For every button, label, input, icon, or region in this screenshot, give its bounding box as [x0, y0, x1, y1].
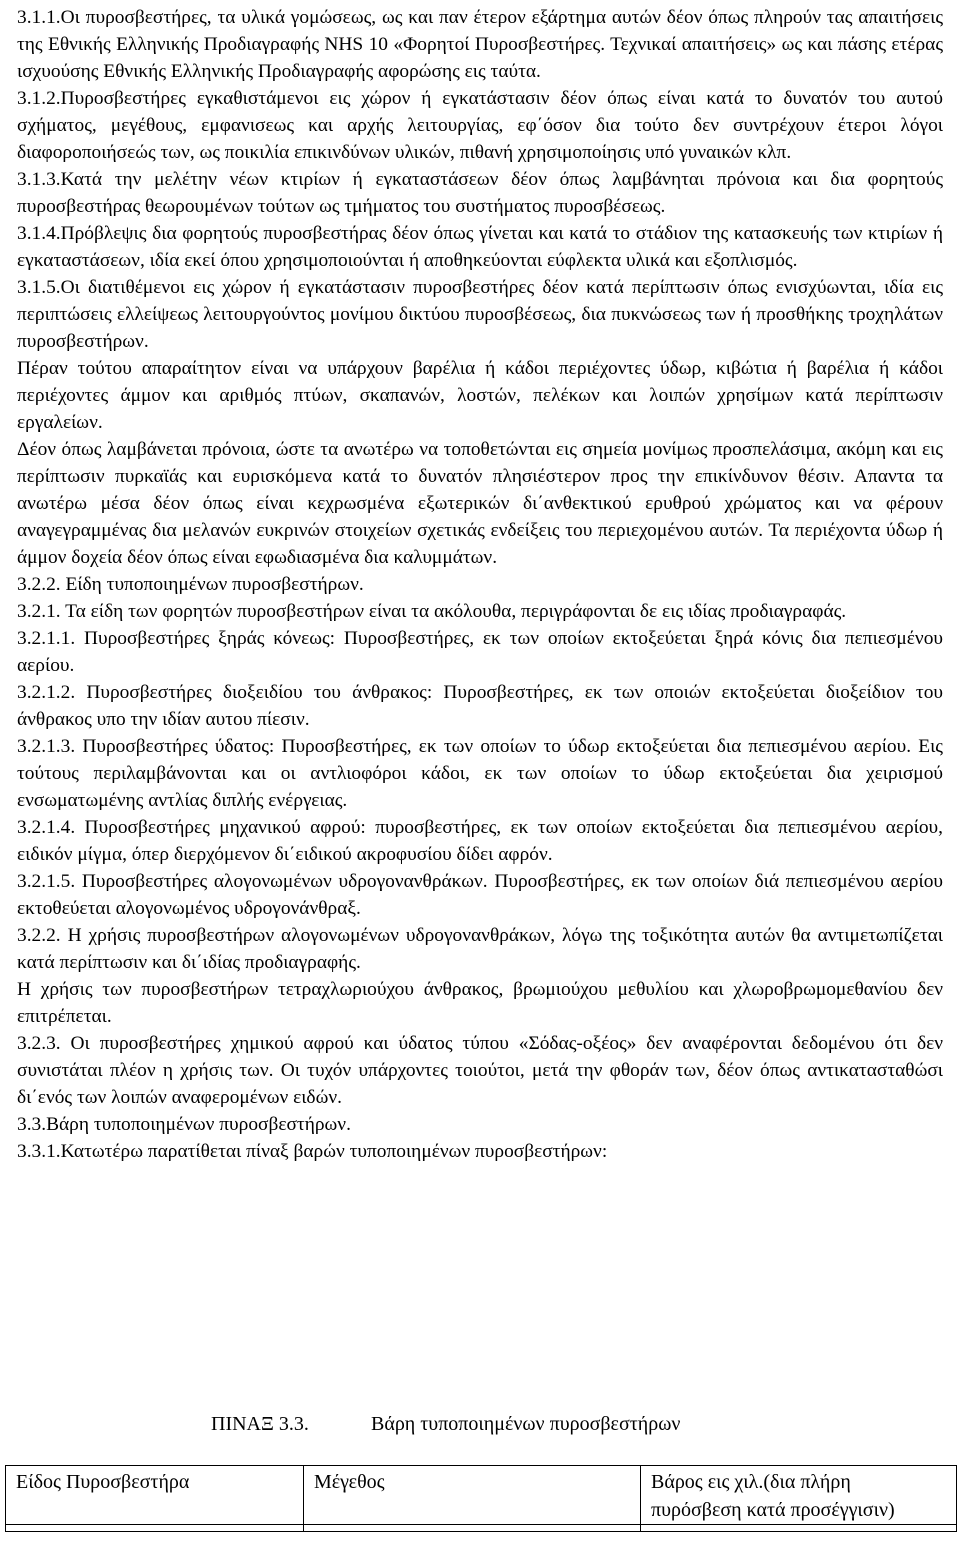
header-size: Μέγεθος [304, 1466, 641, 1525]
paragraph-3-2-1-4: 3.2.1.4. Πυροσβεστήρες μηχανικού αφρού: πυροσβεστήρες, εκ των οποίων εκτοξεύεται δια πεπιεσμένου αερίου, ειδικόν μίγμα, όπερ διερχόμενον δι΄ειδικού ακροφυσίου δίδει αφρόν. [17, 817, 943, 865]
paragraph-3-1-2: 3.1.2.Πυροσβεστήρες εγκαθιστάμενοι εις χώρον ή εγκατάστασιν δέον όπως είναι κατά το δυνατόν του αυτού σχήματος, μεγέθους, εμφανισεως και αρχής λειτουργίας, εφ΄όσον δια τούτο δεν συντρέχουν έτεροι λόγοι διαφοροποιήσεώς των, ως ποικιλία επικινδύνων υλικών, πιθανή χρησιμοποίησις υπό γυναικών κλπ. [17, 88, 943, 163]
paragraph-3-2-1-1: 3.2.1.1. Πυροσβεστήρες ξηράς κόνεως: Πυροσβεστήρες, εκ των οποίων εκτοξεύεται ξηρά κόνις δια πεπιεσμένου αερίου. [17, 628, 943, 676]
paragraph-3-1-3: 3.1.3.Κατά την μελέτην νέων κτιρίων ή εγκαταστάσεων δέον όπως λαμβάνηται πρόνοια και δια φορητούς πυροσβεστήρας θεωρουμένων τούτων ως τμήματος του συστήματος πυροσβέσεως. [17, 169, 943, 217]
paragraph-3-1-1: 3.1.1.Οι πυροσβεστήρες, τα υλικά γομώσεως, ως και παν έτερον εξάρτημα αυτών δέον όπως πληρούν τας απαιτήσεις της Εθνικής Ελληνικής Προδιαγραφής NHS 10 «Φορητοί Πυροσβεστήρες. Τεχνικαί απαιτήσεις» ως και πάσης ετέρας ισχυούσης Εθνικής Ελληνικής Προδιαγραφής αφορώσης εις ταύτα. [17, 7, 943, 82]
header-weight: Βάρος εις χιλ.(δια πλήρη πυρόσβεση κατά προσέγγισιν) [641, 1466, 957, 1525]
paragraph-3-2-3: 3.2.3. Οι πυροσβεστήρες χημικού αφρού και ύδατος τύπου «Σόδας-οξέος» δεν αναφέρονται δεδομένου ότι δεν συνιστάται πλέον η χρήσις των. Οι τυχόν υπάρχοντες τοιούτοι, μετά την φθοράν των, δέον όπως αντικατασταθώσι δι΄ενός των λοιπών αναφερομένων ειδών. [17, 1033, 943, 1108]
table-cell [641, 1525, 957, 1532]
weights-table [5, 1465, 957, 1532]
table-caption-title: Βάρη τυποποιημένων πυροσβεστήρων [371, 1413, 681, 1435]
paragraph-tools: Πέραν τούτου απαραίτητον είναι να υπάρχουν βαρέλια ή κάδοι περιέχοντες ύδωρ, κιβώτια ή βαρέλια ή κάδοι περιέχοντες άμμον και αριθμός πτύων, σκαπανών, λοστών, πελέκων και λοιπών χρησίμων κατά περίπτωσιν εργαλείων. [17, 358, 943, 433]
paragraph-3-2-2: 3.2.2. Η χρήσις πυροσβεστήρων αλογονωμένων υδρογονανθράκων, λόγω της τοξικότητα αυτών θα αντιμετωπίζεται κατά περίπτωσιν και δι΄ιδίας προδιαγραφής. [17, 925, 943, 973]
paragraph-3-1-4: 3.1.4.Πρόβλεψις δια φορητούς πυροσβεστήρας δέον όπως γίνεται και κατά το στάδιον της κατασκευής των κτιρίων ή εγκαταστάσεων, ιδία εκεί όπου χρησιμοποιούνται ή αποθηκεύονται εύφλεκτα υλικά και εξοπλισμός. [17, 223, 943, 271]
paragraph-3-2-1: 3.2.1. Τα είδη των φορητών πυροσβεστήρων είναι τα ακόλουθα, περιγράφονται δε εις ιδίας προδιαγραφάς. [17, 601, 847, 622]
paragraph-3-3-1: 3.3.1.Κατωτέρω παρατίθεται πίναξ βαρών τυποποιημένων πυροσβεστήρων: [17, 1141, 608, 1162]
heading-3-3: 3.3.Βάρη τυποποιημένων πυροσβεστήρων. [17, 1114, 351, 1135]
header-type: Είδος Πυροσβεστήρα [6, 1466, 304, 1525]
paragraph-prohibited: Η χρήσις των πυροσβεστήρων τετραχλωριούχου άνθρακος, βρωμιούχου μεθυλίου και χλωροβρωμομεθανίου δεν επιτρέπεται. [17, 979, 943, 1027]
paragraph-3-1-5: 3.1.5.Οι διατιθέμενοι εις χώρον ή εγκατάστασιν πυροσβεστήρες δέον κατά περίπτωσιν όπως ενισχύωνται, ιδία εις περιπτώσεις ελλείψεως λειτουργούντος μονίμου δικτύου πυροσβέσεως, δια πυκνώσεως των ή προσθήκης τροχηλάτων πυροσβεστήρων. [17, 277, 943, 352]
paragraph-3-2-1-5: 3.2.1.5. Πυροσβεστήρες αλογονωμένων υδρογονανθράκων. Πυροσβεστήρες, εκ των οποίων διά πεπιεσμένου αερίου εκτοθεύεται αλογονωμένος υδρογονάνθραξ. [17, 871, 943, 919]
table-caption [0, 1409, 960, 1439]
paragraph-placement: Δέον όπως λαμβάνεται πρόνοια, ώστε τα ανωτέρω να τοποθετώνται εις σημεία μονίμως προσπελάσιμα, ακόμη και εις περίπτωσιν πυρκαϊάς και ευρισκόμενα κατά το δυνατόν πλησιέστερον προς την επικίνδυνον θέσιν. Απαντα τα ανωτέρω μέσα δέον όπως είναι κεχρωσμένα εξωτερικών δι΄ανθεκτικού ερυθρού χρώματος και να φέρουν αναγεγραμμένας δια μελανών ευκρινών στοιχείων σχετικάς ενδείξεις του περιεχομένου αυτών. Τα περιέχοντα ύδωρ ή άμμον δοχεία δέον όπως είναι εφωδιασμένα δια καλυμμάτων. [17, 439, 943, 568]
heading-3-2-2-types: 3.2.2. Είδη τυποποιημένων πυροσβεστήρων. [17, 574, 364, 595]
table-cell [6, 1525, 304, 1532]
paragraph-3-2-1-2: 3.2.1.2. Πυροσβεστήρες διοξειδίου του άνθρακος: Πυροσβεστήρες, εκ των οποιών εκτοξεύεται διοξείδιον του άνθρακος υπο την ιδίαν αυτου πίεσιν. [17, 682, 943, 730]
table-cell [304, 1525, 641, 1532]
document-body [17, 4, 943, 1165]
table-caption-label: ΠΙΝΑΞ 3.3. [211, 1413, 309, 1435]
paragraph-3-2-1-3: 3.2.1.3. Πυροσβεστήρες ύδατος: Πυροσβεστήρες, εκ των οποίων το ύδωρ εκτοξεύεται δια πεπιεσμένου αερίου. Εις τούτους περιλαμβάνονται και οι αντλιοφόροι κάδοι, εκ των οποίων το ύδωρ εκτοξεύεται δια χειρισμού ενσωματωμένης αντλίας διπλής ενέργειας. [17, 736, 943, 811]
table-row [6, 1525, 957, 1532]
table-header-row [6, 1466, 957, 1525]
